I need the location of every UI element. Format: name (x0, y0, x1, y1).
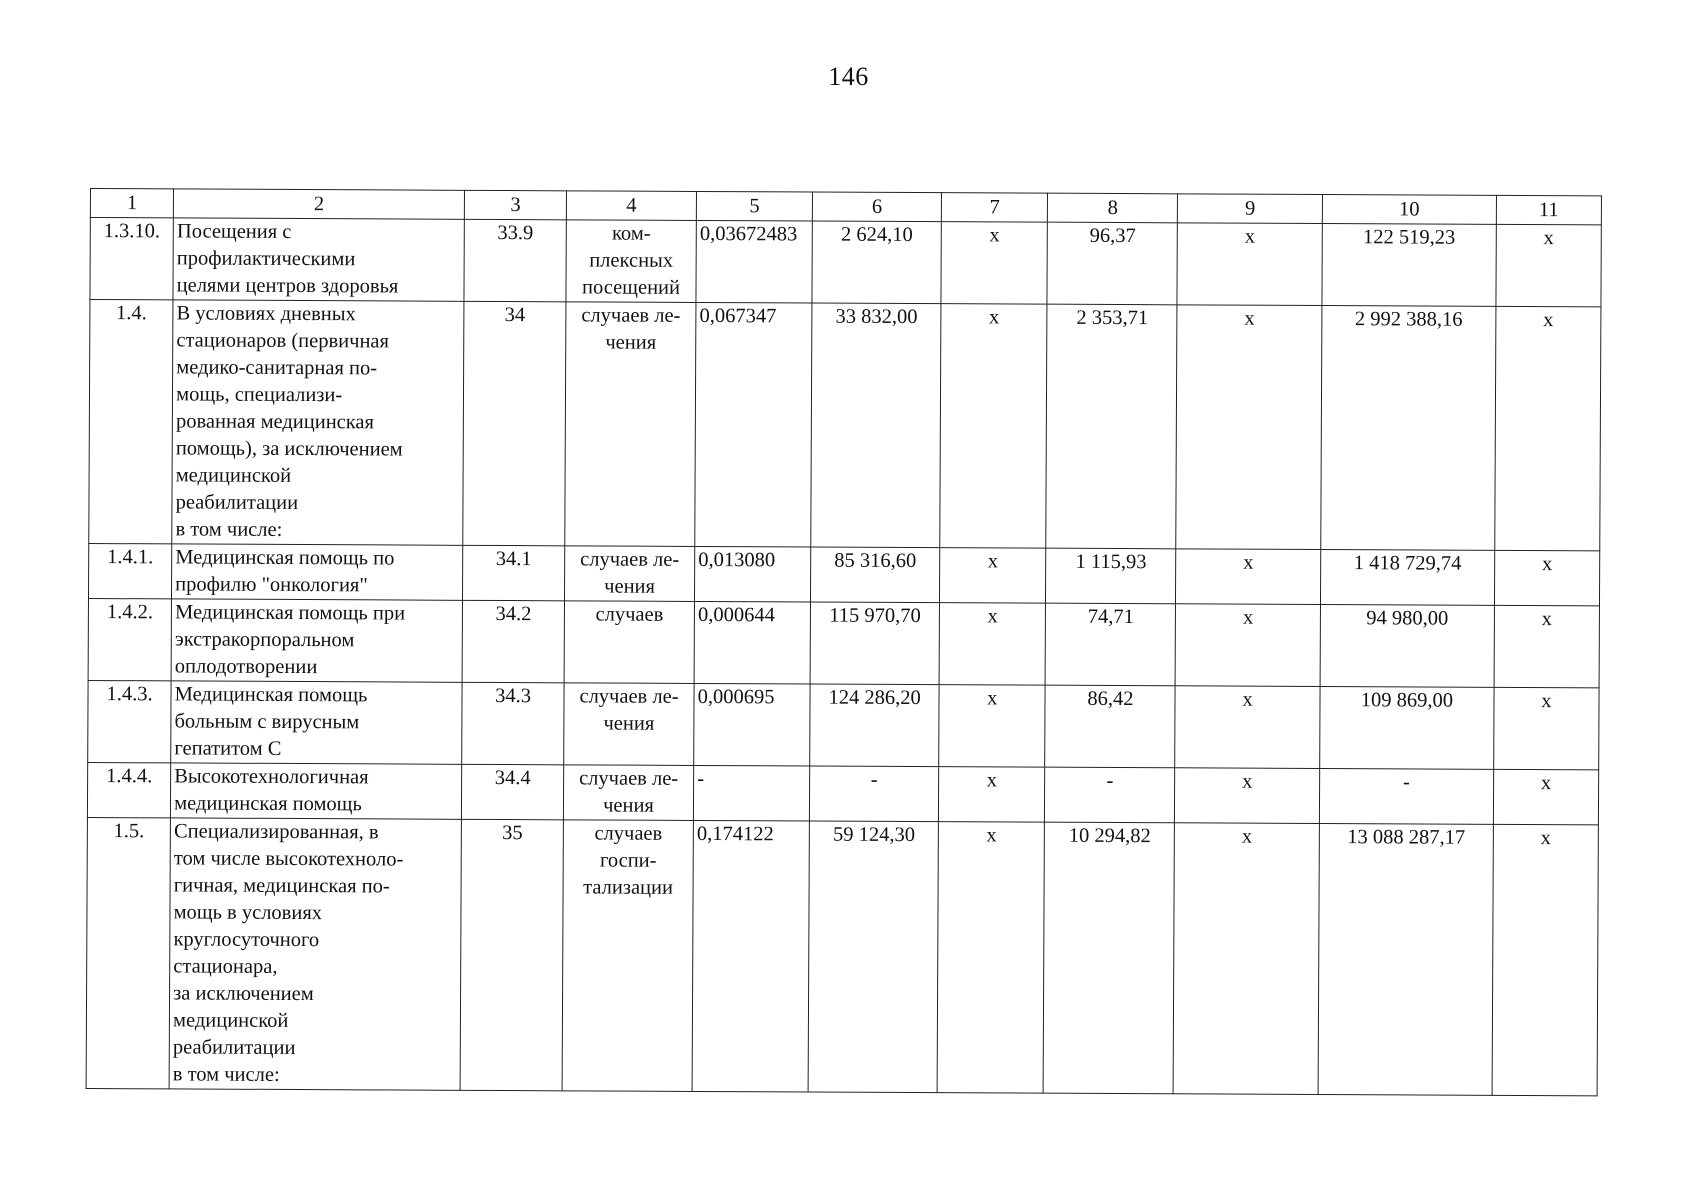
table-row (88, 598, 1599, 687)
row-col8: 86,42 (1045, 685, 1176, 768)
column-header: 6 (812, 192, 941, 222)
row-volume: 0,03672483 (696, 220, 812, 303)
row-col8: 74,71 (1045, 603, 1176, 686)
row-number: 1.4. (89, 300, 173, 544)
column-header: 1 (90, 189, 173, 218)
row-code: 34.1 (463, 545, 565, 600)
row-col9: х (1176, 549, 1321, 605)
row-cost: 2 624,10 (812, 221, 941, 304)
table-row (88, 543, 1599, 605)
row-col8: 2 353,71 (1046, 304, 1177, 549)
row-name: Медицинская помощь по профилю "онкология" (172, 544, 463, 600)
row-col8: 10 294,82 (1043, 822, 1175, 1094)
row-col11: х (1494, 550, 1599, 606)
row-number: 1.5. (86, 817, 170, 1088)
row-number: 1.4.1. (88, 543, 171, 598)
row-code: 35 (460, 819, 563, 1090)
row-col8: 96,37 (1047, 222, 1178, 305)
row-code: 34.2 (462, 600, 564, 682)
row-number: 1.3.10. (90, 218, 174, 300)
row-col7: х (940, 304, 1047, 549)
row-cost: 33 832,00 (811, 303, 941, 548)
row-col8: 1 115,93 (1046, 548, 1176, 604)
row-col11: х (1496, 224, 1602, 307)
column-header: 5 (696, 191, 812, 221)
table-row (88, 680, 1599, 769)
row-unit: ком- плексных посещений (566, 220, 697, 303)
row-code: 34.3 (462, 682, 564, 764)
column-header: 10 (1322, 195, 1496, 225)
row-col9: х (1175, 768, 1320, 824)
column-header: 9 (1178, 194, 1323, 224)
column-header: 4 (566, 191, 696, 221)
row-name: Медицинская помощь больным с вирусным гепатитом С (171, 681, 462, 764)
column-header: 2 (173, 189, 464, 219)
row-col7: х (939, 767, 1045, 823)
row-code: 34.4 (462, 764, 564, 819)
row-col10: 13 088 287,17 (1318, 824, 1493, 1096)
row-name: Посещения с профилактическими целями центров здоровья (173, 218, 464, 301)
row-col9: х (1176, 305, 1322, 550)
table-container (86, 188, 1602, 1096)
row-col10: 94 980,00 (1320, 605, 1494, 688)
row-col7: х (937, 822, 1044, 1094)
row-name: Специализированная, в том числе высокотехноло- гичная, медицинская по- мощь в условиях круглосуточного стационара, за исключением медицинской реабилитации в том числе: (169, 818, 461, 1090)
row-number: 1.4.3. (88, 680, 172, 762)
column-header: 3 (465, 190, 567, 219)
row-col7: х (941, 222, 1048, 305)
row-cost: - (809, 766, 938, 822)
row-col11: х (1494, 687, 1600, 770)
row-col9: х (1175, 686, 1320, 769)
row-unit: случаев ле- чения (564, 546, 694, 602)
row-volume: 0,000644 (694, 601, 810, 684)
table-body (86, 218, 1601, 1096)
row-volume: 0,013080 (695, 546, 811, 602)
row-code: 33.9 (464, 219, 566, 301)
row-unit: случаев ле- чения (565, 302, 696, 547)
table-row (89, 300, 1601, 551)
page-number: 146 (828, 62, 869, 91)
row-cost: 115 970,70 (810, 602, 939, 685)
row-volume: - (694, 765, 810, 821)
row-col9: х (1176, 604, 1321, 687)
row-volume: 0,067347 (695, 302, 812, 547)
row-col7: х (939, 603, 1046, 686)
row-col10: 2 992 388,16 (1321, 306, 1496, 551)
row-col10: 109 869,00 (1320, 687, 1494, 770)
row-unit: случаев госпи- тализации (562, 820, 694, 1092)
row-cost: 59 124,30 (808, 821, 938, 1093)
table-row (87, 762, 1598, 824)
row-col11: х (1494, 605, 1600, 688)
data-table (86, 188, 1602, 1096)
table-row (86, 817, 1598, 1095)
column-header: 11 (1496, 195, 1601, 225)
row-col11: х (1493, 769, 1598, 825)
row-code: 34 (463, 301, 566, 545)
column-header: 7 (942, 193, 1048, 223)
row-volume: 0,174122 (692, 820, 809, 1092)
row-col10: - (1319, 769, 1493, 825)
row-col9: х (1177, 223, 1322, 306)
row-col7: х (940, 548, 1046, 604)
row-volume: 0,000695 (694, 683, 810, 766)
row-col11: х (1492, 824, 1598, 1096)
row-name: Медицинская помощь при экстракорпоральном оплодотворении (171, 599, 462, 682)
row-unit: случаев ле- чения (564, 683, 695, 766)
row-cost: 85 316,60 (811, 547, 940, 603)
row-number: 1.4.2. (88, 598, 172, 680)
row-col8: - (1045, 767, 1175, 823)
row-col10: 1 418 729,74 (1320, 550, 1494, 606)
row-cost: 124 286,20 (810, 684, 939, 767)
row-name: В условиях дневных стационаров (первичная медико-санитарная по- мощь, специализи- рованная медицинская помощь), за исключением медицинской реабилитации в том числе: (172, 300, 464, 545)
row-col9: х (1174, 823, 1320, 1095)
column-header: 8 (1048, 193, 1178, 223)
row-col11: х (1495, 306, 1601, 551)
row-col7: х (939, 685, 1046, 768)
row-unit: случаев ле- чения (563, 765, 693, 821)
row-col10: 122 519,23 (1322, 224, 1496, 307)
row-name: Высокотехнологичная медицинская помощь (171, 763, 462, 819)
row-number: 1.4.4. (87, 762, 170, 817)
table-row (90, 218, 1601, 307)
row-unit: случаев (564, 601, 695, 684)
